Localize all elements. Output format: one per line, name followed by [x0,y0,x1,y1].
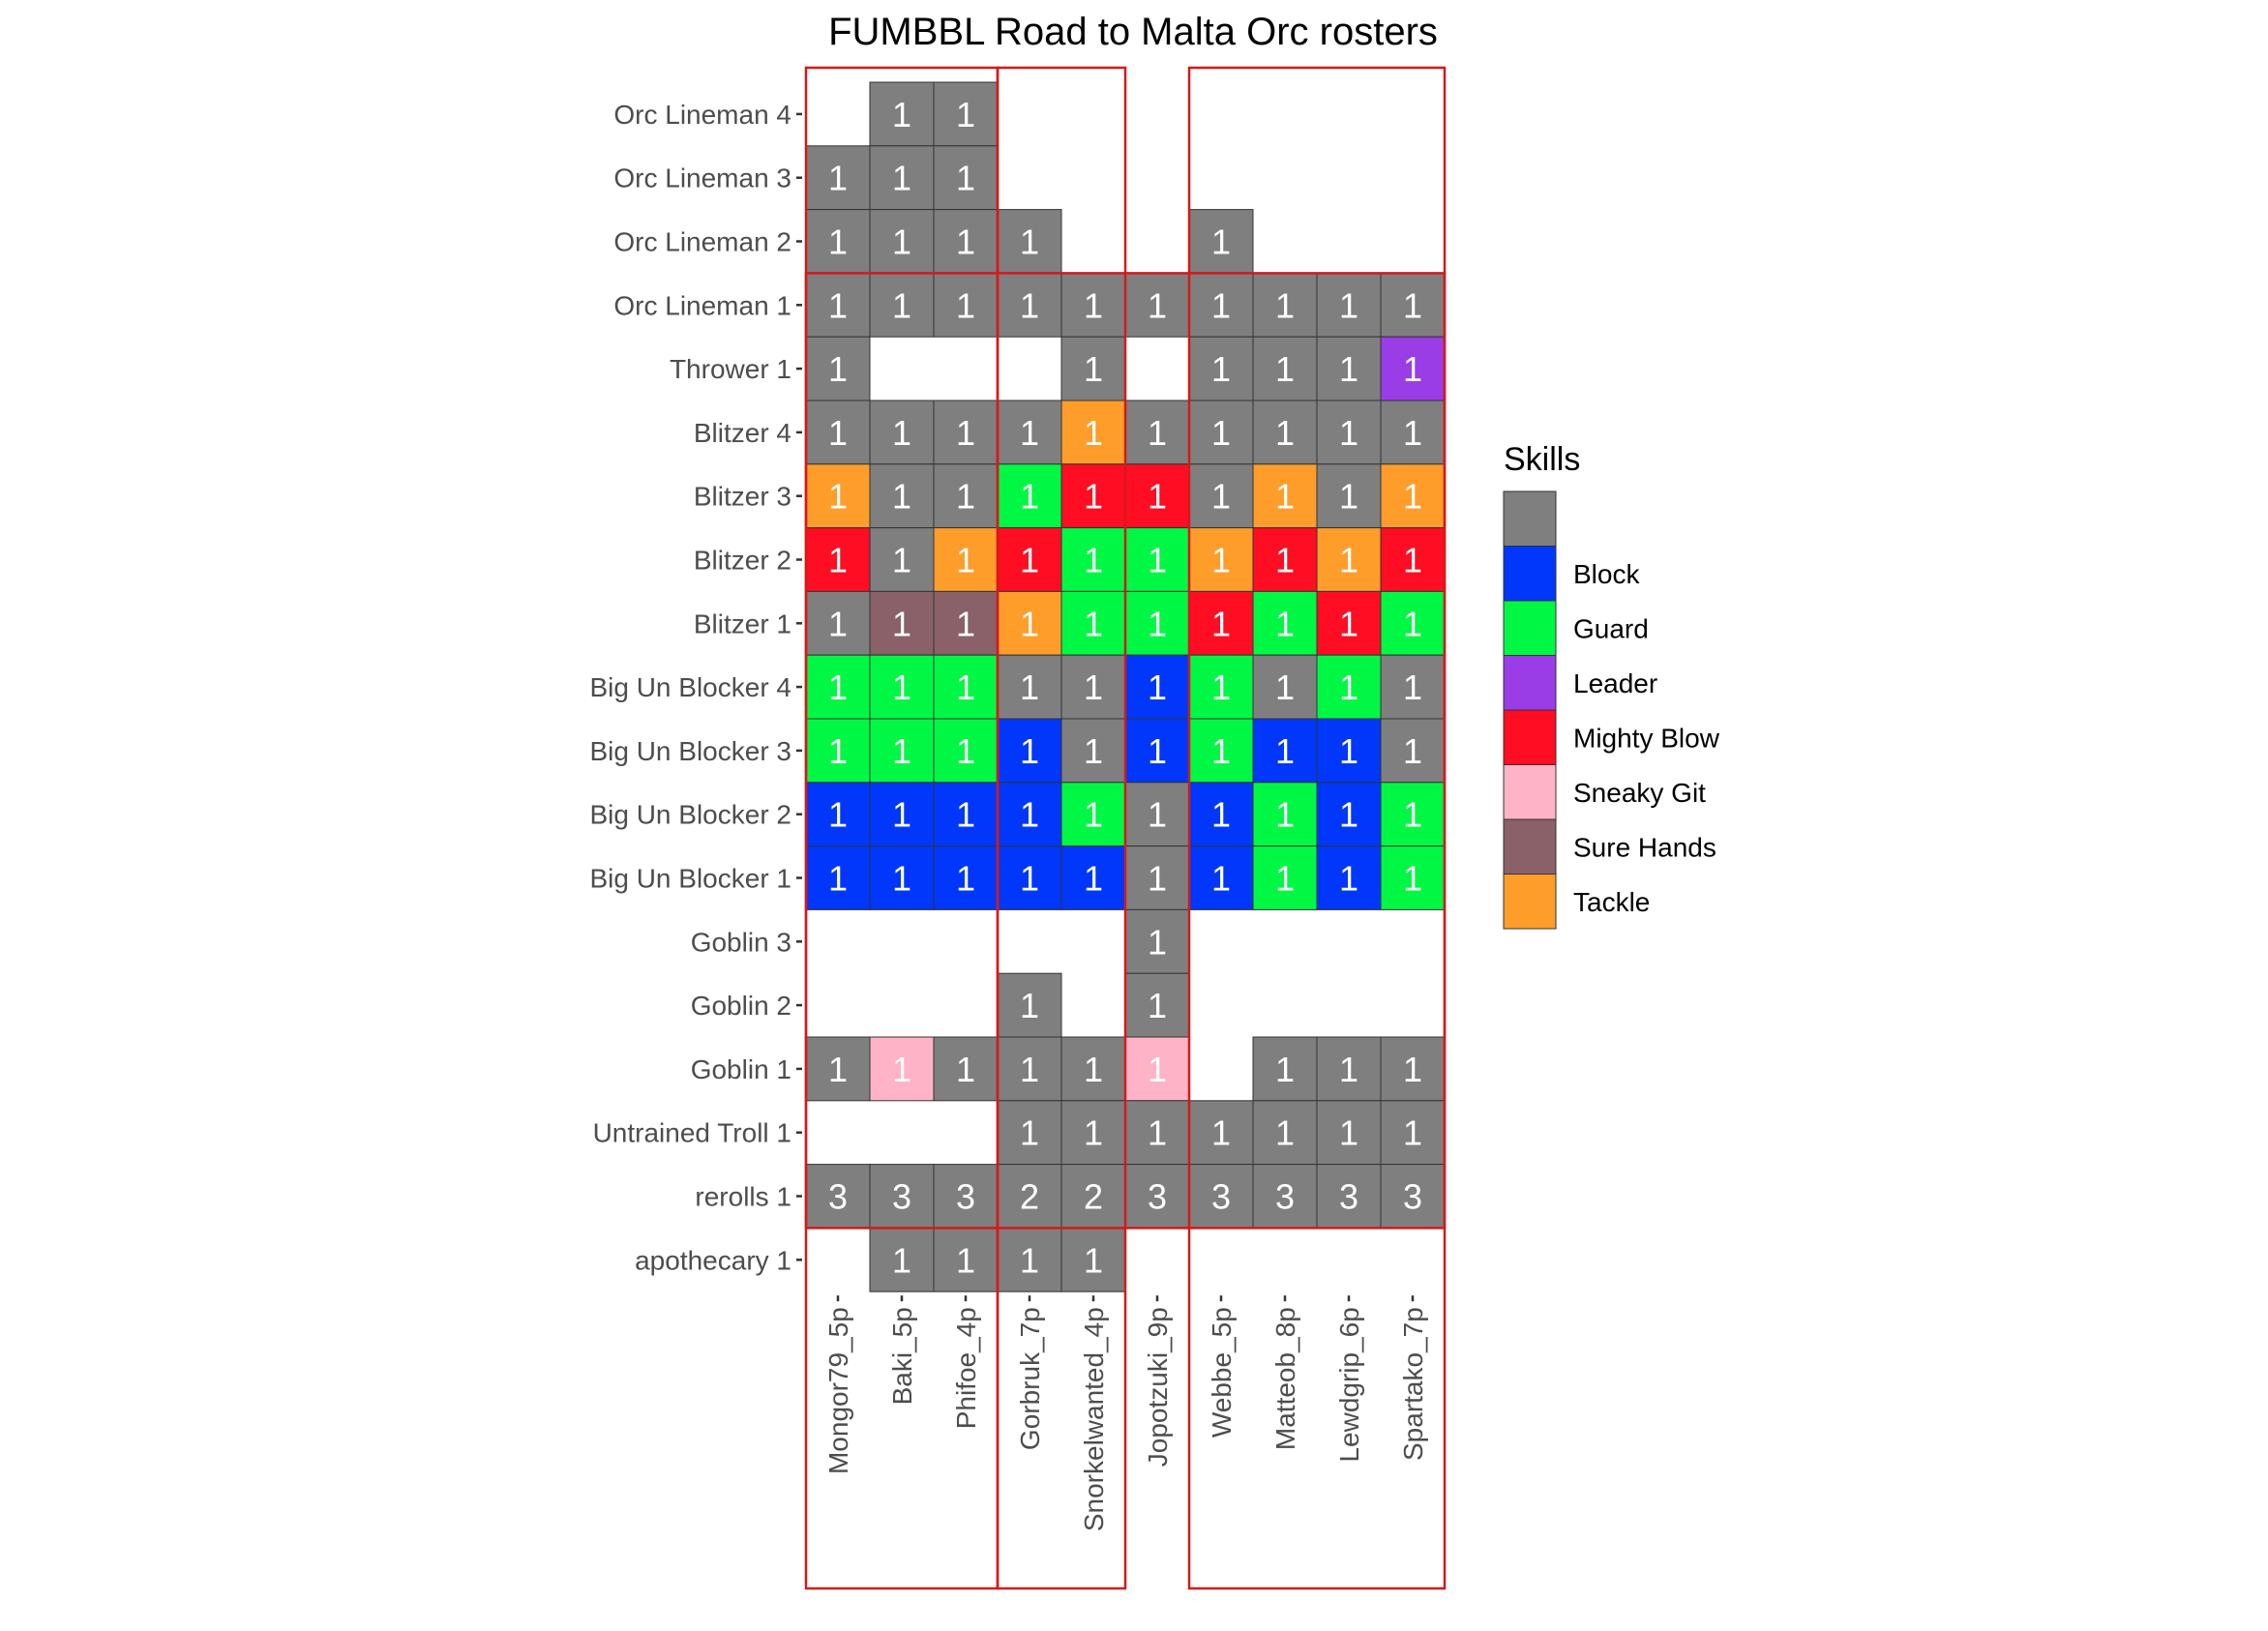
cell-value-label: 1 [1147,540,1168,580]
x-tick-label: Spartako_7p [1398,1307,1428,1461]
y-tick-label: Orc Lineman 3 [613,163,791,193]
cell-value-label: 1 [891,858,912,899]
cell-value-label: 1 [955,222,976,262]
x-tick-label: Snorkelwanted_4p [1079,1307,1109,1532]
cell-value-label: 1 [1402,1049,1423,1089]
cell-value-label: 1 [1083,604,1104,644]
cell-value-label: 1 [1274,1049,1296,1089]
legend-label: Block [1573,558,1640,589]
legend-label: Tackle [1573,886,1651,917]
cell-value-label: 1 [891,412,912,453]
cell-value-label: 1 [891,540,912,580]
cell-value-label: 1 [955,730,976,771]
y-tick-label: rerolls 1 [695,1181,791,1212]
legend-title: Skills [1504,441,1581,478]
cell-value-label: 1 [891,158,912,198]
cell-value-label: 1 [1019,285,1040,326]
cell-value-label: 1 [1274,604,1296,644]
legend-key [1504,765,1556,820]
x-tick-label: Webbe_5p [1207,1307,1237,1438]
cell-value-label: 1 [1338,858,1359,899]
cell-value-label: 1 [1147,604,1168,644]
cell-value-label: 1 [1402,476,1423,517]
cell-value-label: 1 [1019,412,1040,453]
cell-value-label: 1 [1338,540,1359,580]
cell-value-label: 1 [1210,476,1232,517]
cell-value-label: 1 [1019,986,1040,1026]
cell-value-label: 1 [955,667,976,708]
cell-value-label: 3 [1274,1176,1296,1217]
y-tick-label: Big Un Blocker 1 [589,863,791,894]
cell-value-label: 1 [1338,412,1359,453]
cell-value-label: 1 [1210,285,1232,326]
cell-value-label: 1 [1338,285,1359,326]
cell-value-label: 1 [827,285,849,326]
cell-value-label: 1 [1019,222,1040,262]
cell-value-label: 1 [827,540,849,580]
cell-value-label: 1 [955,604,976,644]
x-tick-label: Jopotzuki_9p [1143,1307,1173,1468]
cell-value-label: 1 [827,1049,849,1089]
cell-value-label: 3 [1338,1176,1359,1217]
cell-value-label: 1 [1083,858,1104,899]
cell-value-label: 1 [955,412,976,453]
cell-value-label: 1 [891,1240,912,1281]
cell-value-label: 1 [955,285,976,326]
legend-label: Leader [1573,667,1658,698]
cell-value-label: 1 [1147,730,1168,771]
cell-value-label: 1 [1274,349,1296,390]
cell-value-label: 1 [1019,604,1040,644]
cell-value-label: 1 [1019,1240,1040,1281]
cell-value-label: 3 [1210,1176,1232,1217]
cell-value-label: 1 [1274,476,1296,517]
y-tick-label: Orc Lineman 1 [613,290,791,321]
cell-value-label: 1 [1019,794,1040,835]
cell-value-label: 3 [955,1176,976,1217]
cell-value-label: 1 [1147,667,1168,708]
y-tick-label: Blitzer 4 [693,417,791,448]
cell-value-label: 1 [1210,730,1232,771]
cell-value-label: 1 [827,858,849,899]
cell-value-label: 1 [1147,476,1168,517]
legend-label: Guard [1573,613,1649,644]
cell-value-label: 1 [1402,858,1423,899]
cell-value-label: 1 [891,222,912,262]
cell-value-label: 1 [1274,412,1296,453]
y-tick-label: Blitzer 3 [693,481,791,512]
cell-value-label: 1 [1338,604,1359,644]
cell-value-label: 1 [1147,285,1168,326]
cell-value-label: 1 [955,540,976,580]
cell-value-label: 1 [891,94,912,134]
y-axis [589,100,802,1275]
cell-value-label: 2 [1083,1176,1104,1217]
cell-value-label: 1 [1019,858,1040,899]
y-tick-label: Goblin 3 [690,927,791,958]
cell-value-label: 1 [1338,667,1359,708]
cell-value-label: 3 [827,1176,849,1217]
cell-value-label: 1 [1083,794,1104,835]
cell-value-label: 1 [1274,858,1296,899]
cell-value-label: 1 [1274,285,1296,326]
cell-value-label: 1 [1274,730,1296,771]
cell-value-label: 1 [827,794,849,835]
cell-value-label: 1 [891,730,912,771]
legend-key [1504,710,1556,765]
cell-value-label: 1 [1083,1240,1104,1281]
cell-value-label: 1 [827,604,849,644]
cell-value-label: 1 [891,794,912,835]
cell-value-label: 1 [1210,1112,1232,1153]
cell-value-label: 1 [1338,730,1359,771]
cell-value-label: 1 [1338,1112,1359,1153]
legend-label: Sure Hands [1573,832,1716,863]
cell-value-label: 1 [1402,349,1423,390]
y-tick-label: Goblin 1 [690,1053,791,1084]
cell-value-label: 1 [1402,540,1423,580]
chart-title: FUMBBL Road to Malta Orc rosters [828,11,1438,53]
cell-value-label: 1 [827,667,849,708]
cell-value-label: 1 [1147,922,1168,963]
cell-value-label: 1 [1083,476,1104,517]
cell-value-label: 1 [955,794,976,835]
cell-value-label: 1 [1019,730,1040,771]
cell-value-label: 1 [827,730,849,771]
cell-value-label: 1 [1147,986,1168,1026]
y-tick-label: Untrained Troll 1 [592,1117,791,1148]
cell-value-label: 1 [891,667,912,708]
cell-value-label: 1 [1083,1049,1104,1089]
cell-value-label: 1 [1083,667,1104,708]
cell-value-label: 1 [1083,285,1104,326]
cell-value-label: 1 [1210,604,1232,644]
cell-value-label: 1 [1210,858,1232,899]
cell-value-label: 1 [1083,1112,1104,1153]
y-tick-label: Blitzer 1 [693,608,791,639]
x-tick-label: Gorbruk_7p [1015,1307,1045,1451]
legend-label: Mighty Blow [1573,723,1719,754]
cell-value-label: 1 [1147,412,1168,453]
cell-value-label: 1 [891,604,912,644]
x-tick-label: Mongor79_5p [823,1307,853,1475]
y-tick-label: Orc Lineman 4 [613,99,791,130]
cell-value-label: 1 [1210,349,1232,390]
cell-value-label: 1 [891,476,912,517]
cell-value-label: 1 [1147,794,1168,835]
cell-value-label: 1 [1083,730,1104,771]
cell-value-label: 1 [1083,349,1104,390]
cell-value-label: 1 [1402,794,1423,835]
y-tick-label: Goblin 2 [690,991,791,1022]
cell-value-label: 1 [1147,1049,1168,1089]
cell-value-label: 1 [891,285,912,326]
cell-value-label: 1 [1402,667,1423,708]
cell-value-label: 1 [827,412,849,453]
legend-label: Sneaky Git [1573,777,1706,808]
x-tick-label: Matteob_8p [1270,1307,1300,1451]
cell-value-label: 1 [1402,285,1423,326]
x-tick-label: Baki_5p [887,1307,917,1406]
cell-value-label: 1 [1338,1049,1359,1089]
cell-value-label: 1 [827,158,849,198]
cell-value-label: 1 [1083,540,1104,580]
cell-value-label: 1 [955,858,976,899]
cell-value-label: 1 [1210,667,1232,708]
y-tick-label: apothecary 1 [635,1245,791,1276]
cell-value-label: 1 [1274,794,1296,835]
y-tick-label: Big Un Blocker 4 [589,672,791,703]
legend-key [1504,819,1556,875]
cell-value-label: 1 [1338,349,1359,390]
cell-value-label: 1 [1147,1112,1168,1153]
cell-value-label: 1 [955,1240,976,1281]
cell-value-label: 1 [1274,540,1296,580]
cell-value-label: 1 [1019,667,1040,708]
cell-value-label: 3 [891,1176,912,1217]
cell-value-label: 1 [1019,540,1040,580]
cell-value-label: 1 [955,1049,976,1089]
cell-value-label: 1 [1083,412,1104,453]
cell-value-label: 1 [1274,667,1296,708]
cell-value-label: 1 [955,158,976,198]
cell-value-label: 1 [891,1049,912,1089]
cell-value-label: 1 [827,476,849,517]
x-tick-label: Lewdgrip_6p [1334,1307,1364,1463]
cell-value-label: 2 [1019,1176,1040,1217]
cell-value-label: 1 [827,222,849,262]
cell-value-label: 1 [955,476,976,517]
cell-value-label: 3 [1147,1176,1168,1217]
cell-value-label: 1 [1210,794,1232,835]
cell-value-label: 1 [1338,794,1359,835]
y-tick-label: Big Un Blocker 2 [589,799,791,830]
cell-value-label: 1 [1274,1112,1296,1153]
cell-value-label: 1 [1147,858,1168,899]
cell-value-label: 1 [1210,540,1232,580]
legend-key [1504,491,1556,547]
legend-key [1504,601,1556,656]
cell-value-label: 1 [1402,604,1423,644]
cell-value-label: 1 [1402,1112,1423,1153]
cell-value-label: 1 [1338,476,1359,517]
y-tick-label: Blitzer 2 [693,545,791,576]
cell-value-label: 1 [1019,1112,1040,1153]
legend [1504,441,1720,929]
x-tick-label: Phifoe_4p [951,1307,981,1430]
cell-value-label: 1 [1019,1049,1040,1089]
cell-value-label: 1 [827,349,849,390]
cell-value-label: 1 [1210,412,1232,453]
cell-value-label: 1 [1402,730,1423,771]
legend-key [1504,547,1556,602]
y-tick-label: Orc Lineman 2 [613,226,791,257]
cell-value-label: 1 [1019,476,1040,517]
cell-value-label: 1 [955,94,976,134]
legend-key [1504,656,1556,711]
cell-value-label: 1 [1210,222,1232,262]
cell-value-label: 3 [1402,1176,1423,1217]
cell-value-label: 1 [1402,412,1423,453]
legend-key [1504,875,1556,930]
y-tick-label: Big Un Blocker 3 [589,735,791,766]
y-tick-label: Thrower 1 [669,354,791,385]
